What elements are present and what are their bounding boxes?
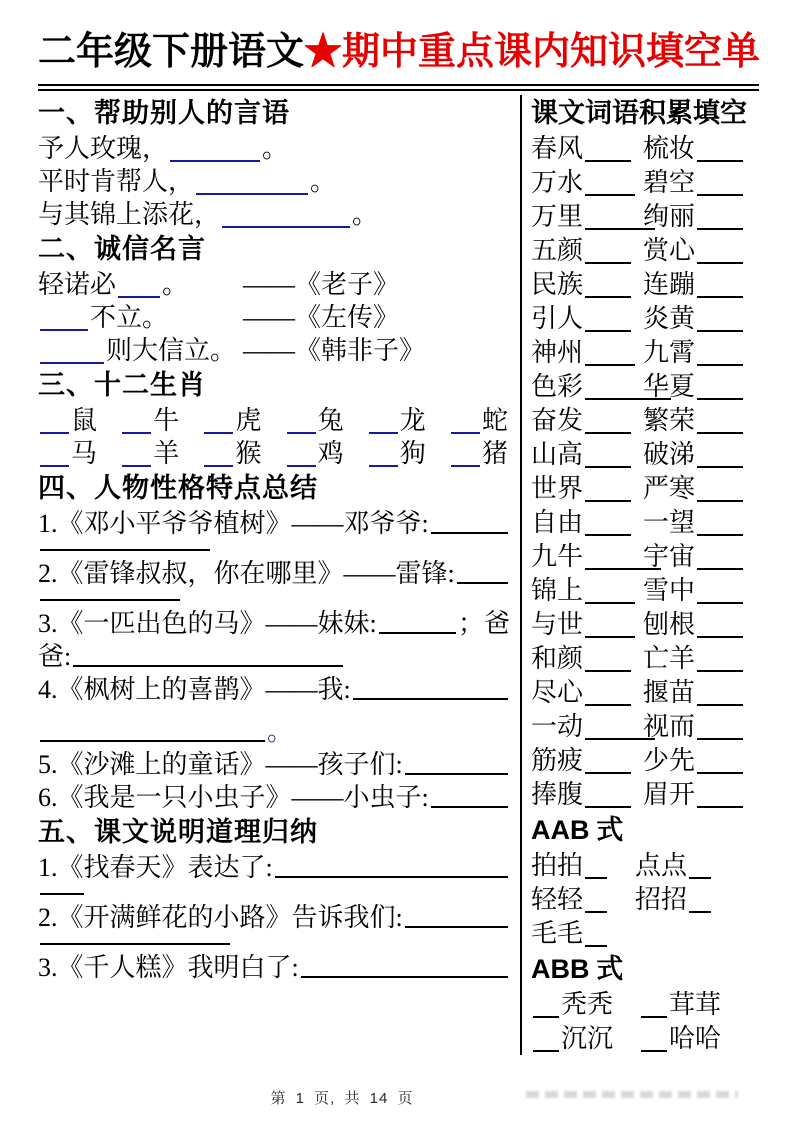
word-cell	[531, 200, 643, 234]
answer-blank	[697, 602, 743, 604]
answer-blank	[585, 364, 635, 366]
answer-blank	[204, 465, 233, 467]
answer-blank	[697, 670, 743, 672]
word-pair-row	[531, 608, 759, 642]
zodiac-item	[202, 437, 261, 470]
aab-heading	[531, 812, 759, 849]
aab-heading-cn: 式	[589, 815, 624, 845]
answer-blank	[40, 432, 69, 434]
word: 奋发	[531, 406, 584, 435]
item-text: 4.《枫树上的喜鹊》——我:	[38, 675, 351, 704]
abb-heading	[531, 951, 759, 988]
answer-blank	[40, 465, 69, 467]
word-pair-row	[531, 710, 759, 744]
answer-blank	[697, 772, 743, 774]
word-cell	[531, 336, 643, 370]
word: 山高	[531, 440, 584, 469]
word-cell	[531, 506, 643, 540]
answer-blank	[40, 740, 265, 742]
title-grade-part: 二年级下册语文	[38, 31, 305, 73]
answer-blank	[585, 500, 631, 502]
word: 雪中	[643, 576, 696, 605]
answer-blank	[697, 398, 743, 400]
right-column	[520, 95, 759, 1055]
word: 一动	[531, 712, 584, 741]
item-text: ；爸	[457, 609, 510, 638]
word-pair-row	[531, 200, 759, 234]
word: 赏心	[643, 236, 696, 265]
answer-blank	[585, 806, 631, 808]
answer-blank	[40, 362, 104, 364]
word-pair-row	[531, 744, 759, 778]
abb-row	[531, 1022, 759, 1056]
answer-blank	[585, 330, 631, 332]
answer-blank	[697, 228, 743, 230]
answer-blank	[585, 296, 631, 298]
zodiac-item	[285, 404, 344, 437]
answer-blank	[585, 432, 631, 434]
quote-source: ——《老子》	[243, 270, 400, 299]
answer-blank	[585, 911, 607, 913]
answer-blank	[697, 738, 743, 740]
section-5-heading: 五、课文说明道理归纳	[38, 817, 318, 847]
answer-blank	[585, 194, 635, 196]
word: 一望	[643, 508, 696, 537]
answer-blank	[585, 534, 631, 536]
quote-line	[38, 268, 510, 301]
word: 尽心	[531, 678, 584, 707]
word: 万水	[531, 168, 584, 197]
item-text: 3.《一匹出色的马》——妹妹:	[38, 609, 377, 638]
line-text: 与其锦上添花，	[38, 200, 221, 229]
line-text: 予人玫瑰，	[38, 134, 169, 163]
zodiac-char: 猴	[235, 439, 262, 468]
word: 视而	[643, 712, 696, 741]
word: 华夏	[643, 372, 696, 401]
zodiac-char: 马	[71, 439, 98, 468]
answer-blank	[301, 976, 508, 978]
item-text: 5.《沙滩上的童话》——孩子们:	[38, 750, 403, 779]
word: 碧空	[643, 168, 696, 197]
answer-blank	[697, 568, 743, 570]
word-cell	[643, 302, 759, 336]
word: 九霄	[643, 338, 696, 367]
word-cell	[643, 132, 759, 166]
answer-blank	[641, 1016, 667, 1018]
word: 春风	[531, 134, 584, 163]
section-4-heading: 四、人物性格特点总结	[38, 473, 318, 503]
word-cell	[643, 200, 759, 234]
word: 万里	[531, 202, 584, 231]
word: 秃秃	[561, 990, 614, 1019]
page-title	[38, 26, 759, 91]
continuation-line	[38, 893, 510, 901]
word: 和颜	[531, 644, 584, 673]
word: 招招	[635, 885, 688, 914]
line-text: 。	[262, 134, 289, 163]
answer-blank	[431, 806, 508, 808]
zodiac-item	[285, 437, 344, 470]
line-text: 不立。	[90, 303, 169, 332]
word: 亡羊	[643, 644, 696, 673]
word-pair-row	[531, 234, 759, 268]
answer-blank	[170, 160, 260, 162]
answer-blank	[697, 806, 743, 808]
answer-blank	[585, 602, 635, 604]
continuation-line	[38, 715, 510, 748]
character-item	[38, 781, 510, 814]
zodiac-item	[367, 404, 426, 437]
word-cell	[531, 778, 643, 812]
word-cell	[531, 268, 643, 302]
character-item	[38, 507, 510, 540]
answer-blank	[40, 893, 84, 895]
item-text: 1.《找春天》表达了:	[38, 853, 273, 882]
word-cell	[531, 574, 643, 608]
word: 轻轻	[531, 885, 584, 914]
word-cell	[643, 404, 759, 438]
quote-line	[38, 334, 510, 367]
word: 九牛	[531, 542, 584, 571]
word-cell	[643, 336, 759, 370]
word: 哈哈	[669, 1024, 722, 1053]
answer-blank	[585, 945, 607, 947]
zodiac-char: 蛇	[481, 406, 508, 435]
word-cell	[531, 676, 643, 710]
page-header	[38, 26, 759, 91]
answer-blank	[697, 704, 743, 706]
word-cell	[643, 472, 759, 506]
word: 梳妆	[643, 134, 696, 163]
item-text: 3.《千人糕》我明白了:	[38, 953, 299, 982]
word: 色彩	[531, 372, 584, 401]
word: 破涕	[643, 440, 696, 469]
word: 繁荣	[643, 406, 696, 435]
character-item	[38, 748, 510, 781]
word: 筋疲	[531, 746, 584, 775]
continuation-line	[38, 943, 510, 951]
word: 刨根	[643, 610, 696, 639]
answer-blank	[222, 226, 350, 228]
answer-blank	[533, 1016, 559, 1018]
quote-source: ——《左传》	[243, 303, 400, 332]
word: 自由	[531, 508, 584, 537]
word-cell	[643, 540, 759, 574]
line-text: 则大信立。	[106, 336, 237, 365]
zodiac-char: 猪	[481, 439, 508, 468]
line-text: 平时肯帮人，	[38, 167, 195, 196]
word-pair-row	[531, 676, 759, 710]
answer-blank	[451, 465, 480, 467]
word: 毛毛	[531, 919, 584, 948]
page-number: 第 1 页, 共 14 页	[270, 1090, 414, 1107]
zodiac-char: 兔	[317, 406, 344, 435]
answer-blank	[369, 432, 398, 434]
answer-blank	[697, 194, 743, 196]
character-item	[38, 607, 510, 640]
abb-heading-latin: ABB	[531, 954, 590, 984]
word: 拍拍	[531, 851, 584, 880]
answer-blank	[697, 364, 743, 366]
word: 神州	[531, 338, 584, 367]
word-pair-row	[531, 472, 759, 506]
word-cell	[531, 302, 643, 336]
word: 点点	[635, 851, 688, 880]
word-pair-row	[531, 336, 759, 370]
lesson-item	[38, 951, 510, 984]
answer-blank	[287, 432, 316, 434]
answer-blank	[405, 773, 508, 775]
title-topic-part: ★期中重点课内知识填空单	[304, 31, 761, 73]
word-cell	[643, 710, 759, 744]
answer-blank	[451, 432, 480, 434]
word-cell	[643, 438, 759, 472]
answer-blank	[585, 670, 631, 672]
word: 世界	[531, 474, 584, 503]
content-columns	[38, 95, 759, 1055]
word: 揠苗	[643, 678, 696, 707]
answer-blank	[585, 262, 631, 264]
word-cell	[643, 268, 759, 302]
word-pair-row	[531, 506, 759, 540]
zodiac-item	[38, 437, 97, 470]
word: 宇宙	[643, 542, 696, 571]
continuation-line	[38, 640, 510, 673]
zodiac-char: 鸡	[317, 439, 344, 468]
word-cell	[643, 506, 759, 540]
answer-blank	[275, 876, 508, 878]
answer-blank	[641, 1050, 667, 1052]
left-column	[38, 95, 520, 1055]
answer-blank	[585, 704, 631, 706]
item-text: 2.《雷锋叔叔，你在哪里》——雷锋:	[38, 559, 455, 588]
answer-blank	[405, 926, 508, 928]
word-cell	[643, 574, 759, 608]
answer-blank	[122, 465, 151, 467]
answer-blank	[689, 911, 711, 913]
answer-blank	[118, 296, 160, 298]
quote-source: ——《韩非子》	[243, 336, 426, 365]
answer-blank	[697, 432, 743, 434]
word-pair-row	[531, 166, 759, 200]
word: 绚丽	[643, 202, 696, 231]
word-cell	[643, 370, 759, 404]
word: 少先	[643, 746, 696, 775]
word-pair-row	[531, 302, 759, 336]
continuation-line	[38, 549, 510, 557]
answer-blank	[585, 636, 635, 638]
section-2-heading: 二、诚信名言	[38, 234, 206, 264]
word-cell	[643, 744, 759, 778]
word: 锦上	[531, 576, 584, 605]
fill-line	[38, 132, 510, 165]
word-pair-row	[531, 404, 759, 438]
answer-blank	[689, 877, 711, 879]
section-3-heading: 三、十二生肖	[38, 370, 206, 400]
zodiac-item	[120, 437, 179, 470]
answer-blank	[353, 698, 508, 700]
answer-blank	[204, 432, 233, 434]
word: 茸茸	[669, 990, 722, 1019]
lesson-item	[38, 851, 510, 884]
word-cell	[531, 132, 643, 166]
word: 沉沉	[561, 1024, 614, 1053]
word-cell	[531, 438, 643, 472]
word-cell	[643, 778, 759, 812]
answer-blank	[585, 877, 607, 879]
word: 严寒	[643, 474, 696, 503]
word-cell	[531, 642, 643, 676]
zodiac-item	[120, 404, 179, 437]
character-item	[38, 673, 510, 706]
scan-artifact	[526, 1091, 738, 1098]
word: 捧腹	[531, 780, 584, 809]
aab-heading-latin: AAB	[531, 815, 590, 845]
word-pair-row	[531, 370, 759, 404]
answer-blank	[379, 632, 456, 634]
aab-row	[531, 917, 759, 951]
word-cell	[531, 166, 643, 200]
word-cell	[643, 608, 759, 642]
item-text: 2.《开满鲜花的小路》告诉我们:	[38, 903, 403, 932]
vocab-heading: 课文词语积累填空	[531, 98, 747, 128]
answer-blank	[533, 1050, 559, 1052]
zodiac-item	[449, 437, 508, 470]
answer-blank	[369, 465, 398, 467]
word-cell	[531, 234, 643, 268]
answer-blank	[697, 636, 743, 638]
word-pair-row	[531, 642, 759, 676]
answer-blank	[697, 262, 743, 264]
answer-blank	[457, 582, 508, 584]
word-pair-row	[531, 540, 759, 574]
word: 引人	[531, 304, 584, 333]
answer-blank	[73, 665, 343, 667]
item-text: 1.《邓小平爷爷植树》——邓爷爷:	[38, 509, 429, 538]
line-text: 轻诺必	[38, 270, 117, 299]
answer-blank	[40, 599, 180, 601]
answer-blank	[287, 465, 316, 467]
word-cell	[531, 472, 643, 506]
word-cell	[643, 642, 759, 676]
section-1-heading: 一、帮助别人的言语	[38, 98, 290, 128]
answer-blank	[697, 534, 743, 536]
zodiac-row-1	[38, 404, 510, 437]
answer-blank	[40, 549, 210, 551]
word-cell	[531, 540, 643, 574]
answer-blank	[585, 466, 631, 468]
word-cell	[531, 404, 643, 438]
zodiac-item	[38, 404, 97, 437]
answer-blank	[697, 466, 743, 468]
answer-blank	[122, 432, 151, 434]
word-cell	[643, 676, 759, 710]
lesson-item	[38, 901, 510, 934]
word-pair-row	[531, 268, 759, 302]
abb-heading-cn: 式	[589, 954, 624, 984]
aab-row	[531, 883, 759, 917]
answer-blank	[585, 160, 631, 162]
answer-blank	[585, 772, 631, 774]
character-item	[38, 557, 510, 590]
word: 连蹦	[643, 270, 696, 299]
answer-blank	[697, 296, 743, 298]
line-text: 。	[310, 167, 337, 196]
item-text: 6.《我是一只小虫子》——小虫子:	[38, 783, 429, 812]
word-pair-row	[531, 574, 759, 608]
zodiac-row-2	[38, 437, 510, 470]
word: 五颜	[531, 236, 584, 265]
zodiac-item	[449, 404, 508, 437]
word-cell	[531, 370, 643, 404]
zodiac-char: 羊	[153, 439, 180, 468]
word-cell	[643, 234, 759, 268]
quote-line	[38, 301, 510, 334]
word: 民族	[531, 270, 584, 299]
zodiac-item	[202, 404, 261, 437]
answer-blank	[697, 330, 743, 332]
word-pair-row	[531, 778, 759, 812]
zodiac-char: 虎	[235, 406, 262, 435]
aab-row	[531, 849, 759, 883]
word-cell	[531, 744, 643, 778]
continuation-line	[38, 599, 510, 607]
zodiac-char: 鼠	[71, 406, 98, 435]
word-pair-row	[531, 438, 759, 472]
word: 与世	[531, 610, 584, 639]
answer-blank	[40, 943, 230, 945]
item-text: 。	[267, 717, 294, 746]
item-text: 爸:	[38, 642, 72, 671]
word-cell	[531, 608, 643, 642]
word-cell	[643, 166, 759, 200]
abb-row	[531, 988, 759, 1022]
fill-line	[38, 165, 510, 198]
zodiac-char: 牛	[153, 406, 180, 435]
zodiac-char: 龙	[399, 406, 426, 435]
line-text: 。	[162, 270, 189, 299]
zodiac-char: 狗	[399, 439, 426, 468]
answer-blank	[431, 532, 508, 534]
zodiac-item	[367, 437, 426, 470]
answer-blank	[697, 160, 743, 162]
answer-blank	[196, 193, 308, 195]
answer-blank	[40, 329, 88, 331]
word: 眉开	[643, 780, 696, 809]
word-pair-row	[531, 132, 759, 166]
line-text: 。	[352, 200, 379, 229]
answer-blank	[697, 500, 743, 502]
fill-line	[38, 198, 510, 231]
word-cell	[531, 710, 643, 744]
word: 炎黄	[643, 304, 696, 333]
